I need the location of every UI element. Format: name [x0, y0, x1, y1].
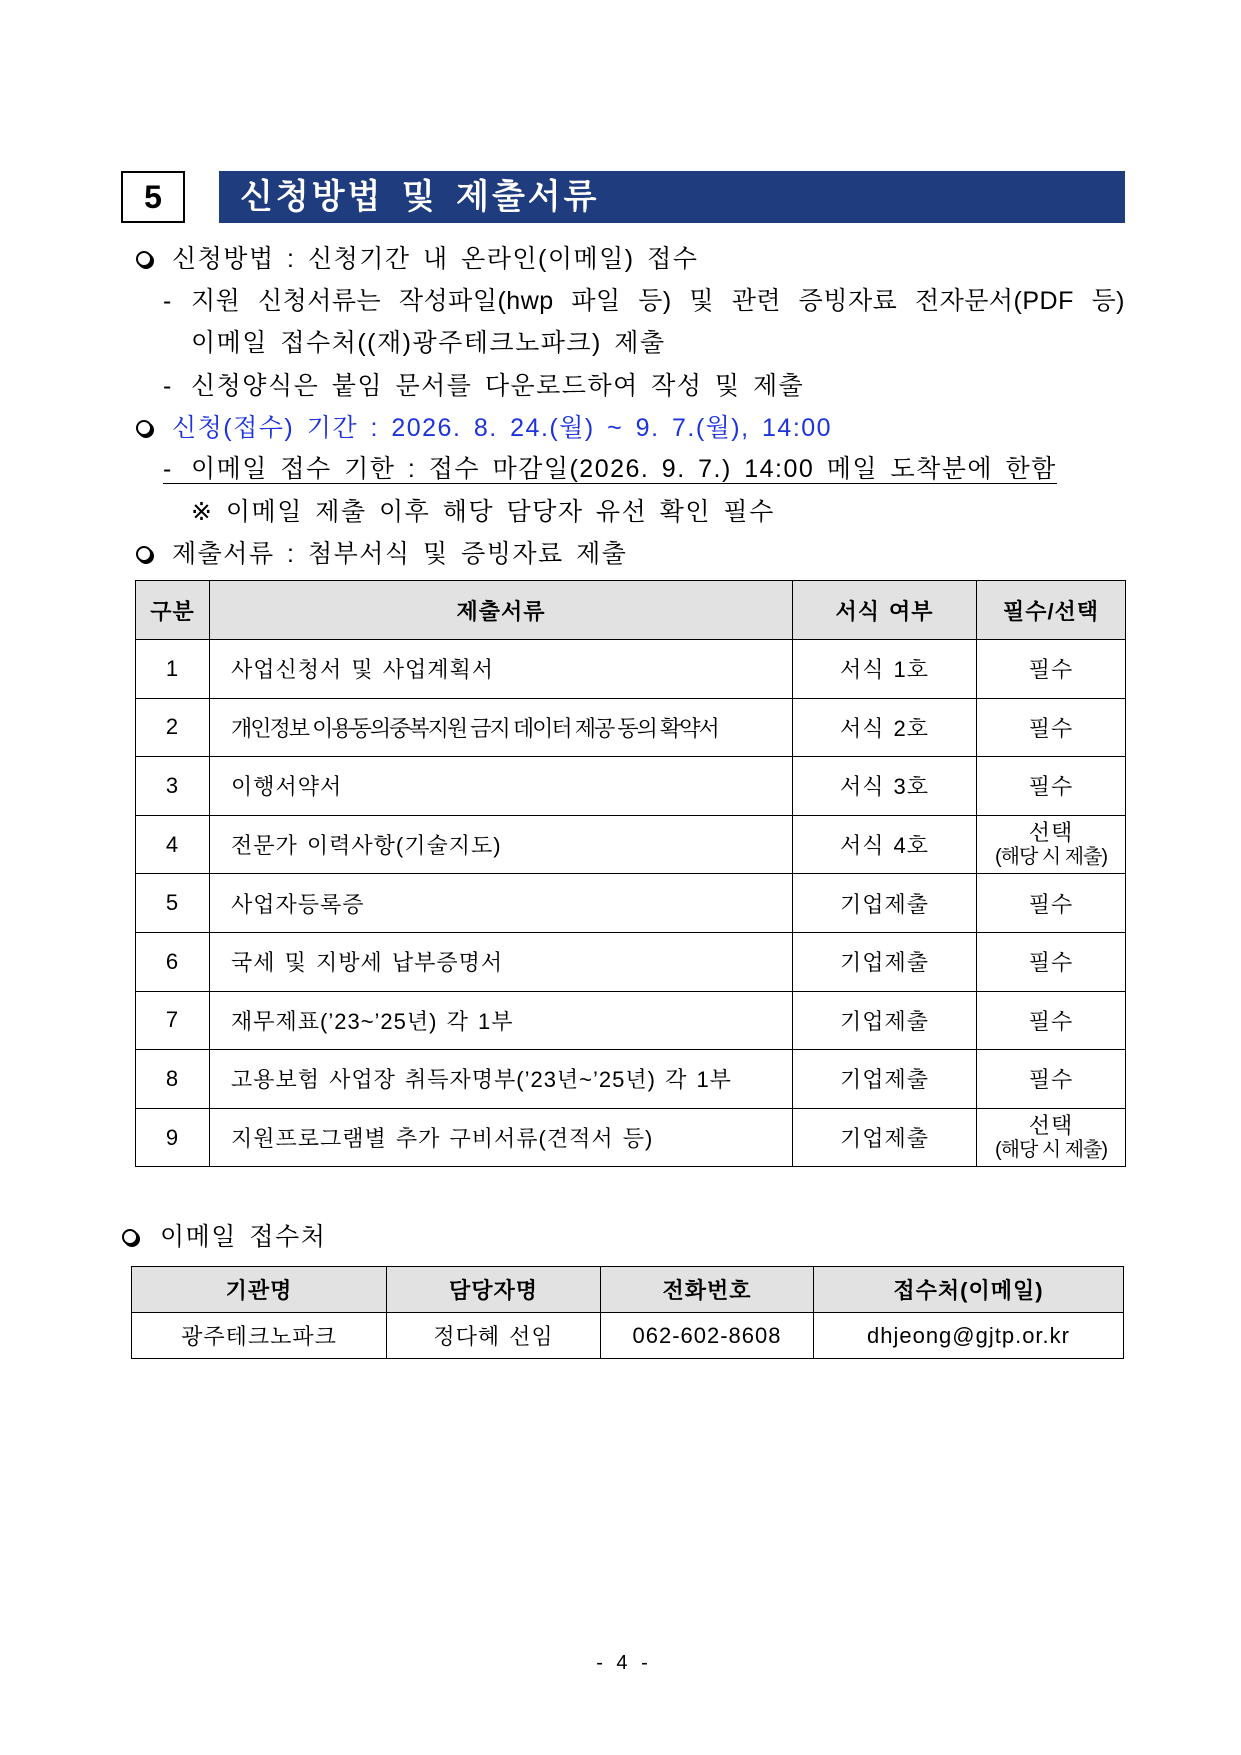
table-row	[132, 1313, 1124, 1359]
row-number: 6	[136, 932, 210, 991]
organization-name: 광주테크노파크	[132, 1313, 387, 1359]
row-number: 4	[136, 815, 210, 874]
row-number: 8	[136, 1050, 210, 1109]
page-number: - 4 -	[596, 1652, 652, 1674]
hollow-circle-bullet-icon	[122, 1229, 138, 1245]
table-row	[136, 640, 1126, 699]
documents-table	[135, 580, 1126, 1167]
document-name: 사업자등록증	[210, 874, 793, 933]
section-number: 5	[121, 171, 185, 223]
requirement: 필수	[977, 698, 1126, 757]
section-heading	[121, 171, 1125, 223]
document-name: 이행서약서	[210, 757, 793, 816]
row-number: 7	[136, 991, 210, 1050]
requirement: 필수	[977, 640, 1126, 699]
method-subitem	[0, 365, 1241, 407]
row-number: 2	[136, 698, 210, 757]
manager-name: 정다혜 선임	[387, 1313, 601, 1359]
column-header-category: 구분	[136, 581, 210, 640]
section-title: 신청방법 및 제출서류	[219, 171, 1125, 223]
hollow-circle-bullet-icon	[136, 546, 152, 562]
document-name: 사업신청서 및 사업계획서	[210, 640, 793, 699]
document-name: 전문가 이력사항(기술지도)	[210, 815, 793, 874]
documents-text: 제출서류 : 첨부서식 및 증빙자료 제출	[172, 540, 628, 569]
requirement-note: (해당 시 제출)	[994, 1138, 1108, 1161]
table-row	[136, 932, 1126, 991]
requirement-status: 선택	[1028, 1112, 1074, 1138]
document-name: 개인정보 이용동의중복지원 금지 데이터 제공 동의 확약서	[210, 698, 793, 757]
contact-item	[0, 1216, 1241, 1258]
dash-marker: -	[163, 287, 173, 316]
requirement: 필수	[977, 874, 1126, 933]
method-subitem-line: 이메일 접수처((재)광주테크노파크) 제출	[191, 329, 666, 358]
note-item	[0, 491, 1241, 533]
deadline-text: 이메일 접수 기한 : 접수 마감일(2026. 9. 7.) 14:00 메일 도착분에 한함	[191, 454, 1057, 483]
column-header-form: 서식 여부	[793, 581, 977, 640]
period-text: 신청(접수) 기간 : 2026. 8. 24.(월) ~ 9. 7.(월), 14:00	[172, 413, 833, 442]
application-details	[0, 238, 1241, 576]
form-type: 서식 1호	[793, 640, 977, 699]
form-type: 서식 4호	[793, 815, 977, 874]
method-subitem	[0, 280, 1241, 322]
deadline-underlined	[163, 455, 1057, 484]
form-type: 기업제출	[793, 991, 977, 1050]
table-row	[136, 1050, 1126, 1109]
column-header-organization: 기관명	[132, 1267, 387, 1313]
form-type: 기업제출	[793, 932, 977, 991]
document-name: 고용보험 사업장 취득자명부(’23년~’25년) 각 1부	[210, 1050, 793, 1109]
column-header-manager: 담당자명	[387, 1267, 601, 1313]
note-text: ※ 이메일 제출 이후 해당 담당자 유선 확인 필수	[191, 498, 775, 527]
method-item	[0, 238, 1241, 280]
table-row	[136, 698, 1126, 757]
column-header-email: 접수처(이메일)	[814, 1267, 1124, 1313]
form-type: 서식 2호	[793, 698, 977, 757]
method-subitem-continuation	[0, 322, 1241, 364]
row-number: 9	[136, 1108, 210, 1167]
form-type: 기업제출	[793, 1108, 977, 1167]
table-row	[136, 874, 1126, 933]
requirement: 필수	[977, 991, 1126, 1050]
document-name: 국세 및 지방세 납부증명서	[210, 932, 793, 991]
document-name: 재무제표(’23~’25년) 각 1부	[210, 991, 793, 1050]
table-header-row	[132, 1267, 1124, 1313]
dash-marker: -	[163, 371, 173, 400]
hollow-circle-bullet-icon	[136, 420, 152, 436]
phone-number: 062-602-8608	[601, 1313, 814, 1359]
method-subitem-line: 지원 신청서류는 작성파일(hwp 파일 등) 및 관련 증빙자료 전자문서(PDF 등)	[191, 287, 1125, 316]
column-header-document: 제출서류	[210, 581, 793, 640]
period-item	[0, 407, 1241, 449]
requirement: 필수	[977, 757, 1126, 816]
requirement: 필수	[977, 932, 1126, 991]
requirement-status: 선택	[1028, 819, 1074, 845]
form-type: 기업제출	[793, 1050, 977, 1109]
row-number: 5	[136, 874, 210, 933]
documents-item	[0, 533, 1241, 575]
contact-text: 이메일 접수처	[160, 1223, 327, 1252]
email-address: dhjeong@gjtp.or.kr	[814, 1313, 1124, 1359]
table-row	[136, 757, 1126, 816]
requirement	[977, 1108, 1126, 1167]
row-number: 1	[136, 640, 210, 699]
column-header-phone: 전화번호	[601, 1267, 814, 1313]
deadline-item	[0, 449, 1241, 491]
row-number: 3	[136, 757, 210, 816]
table-row	[136, 991, 1126, 1050]
requirement-note: (해당 시 제출)	[994, 845, 1108, 868]
table-header-row	[136, 581, 1126, 640]
contact-table	[131, 1266, 1124, 1359]
method-subitem-line: 신청양식은 붙임 문서를 다운로드하여 작성 및 제출	[191, 371, 805, 400]
requirement: 필수	[977, 1050, 1126, 1109]
form-type: 기업제출	[793, 874, 977, 933]
method-text: 신청방법 : 신청기간 내 온라인(이메일) 접수	[172, 245, 699, 273]
form-type: 서식 3호	[793, 757, 977, 816]
requirement	[977, 815, 1126, 874]
table-row	[136, 1108, 1126, 1167]
column-header-required: 필수/선택	[977, 581, 1126, 640]
document-name: 지원프로그램별 추가 구비서류(견적서 등)	[210, 1108, 793, 1167]
table-row	[136, 815, 1126, 874]
dash-marker: -	[163, 454, 173, 483]
hollow-circle-bullet-icon	[136, 251, 152, 267]
